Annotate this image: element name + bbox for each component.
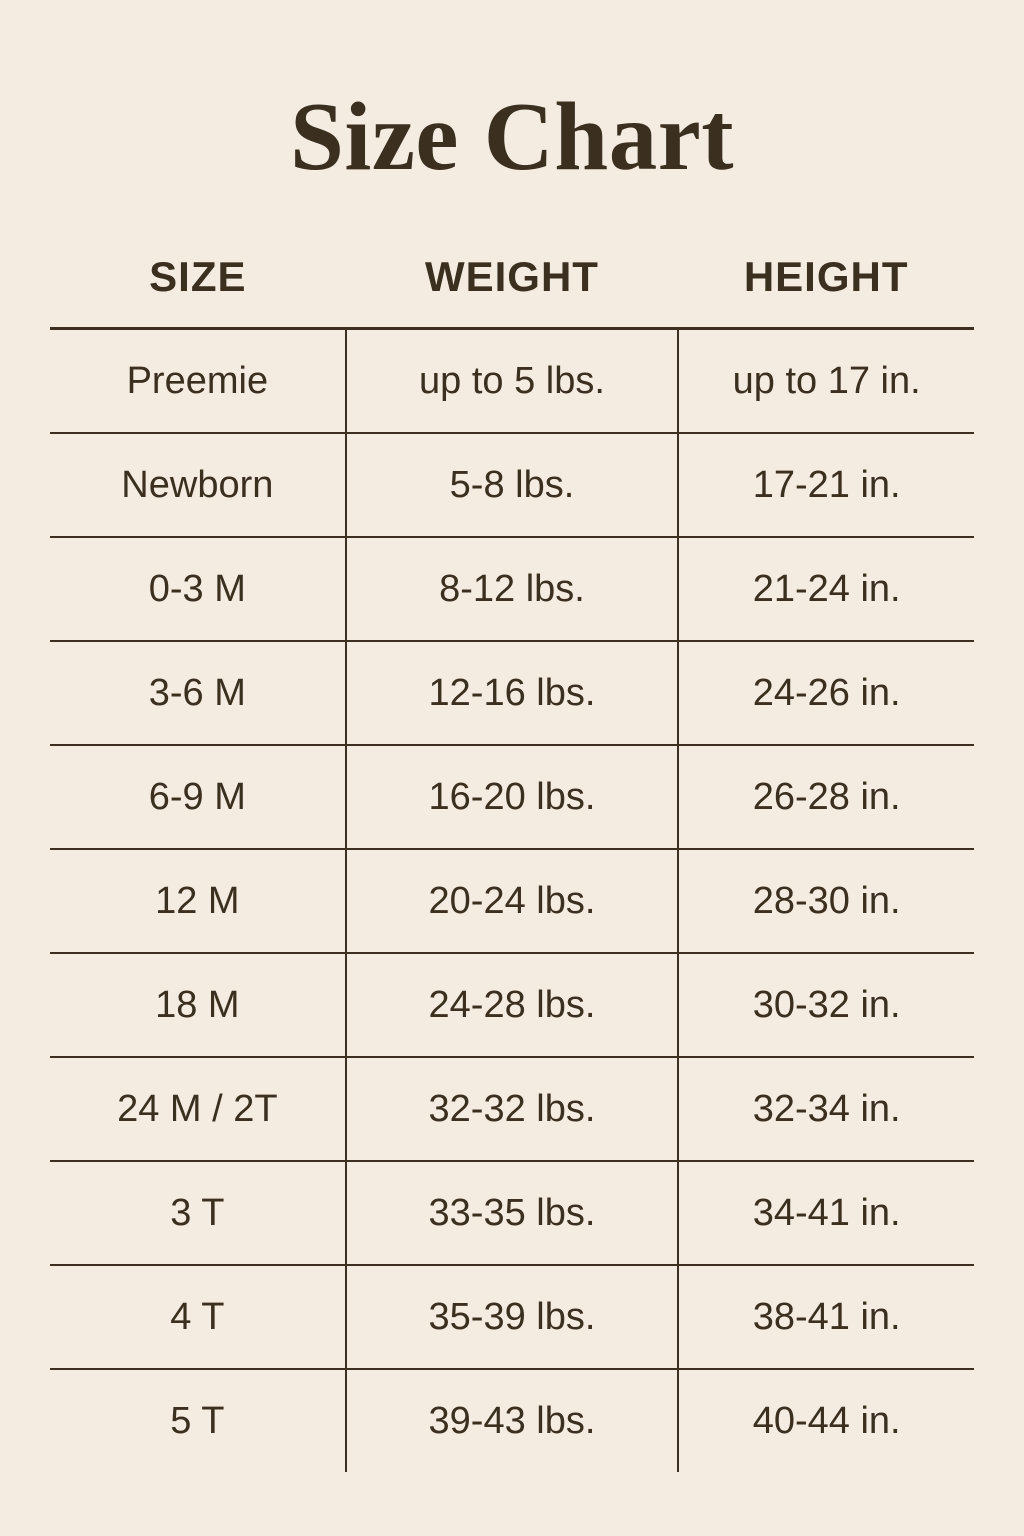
table-body — [50, 329, 974, 1473]
cell-size: Newborn — [50, 433, 346, 537]
table-row — [50, 1369, 974, 1472]
cell-height: 24-26 in. — [678, 641, 974, 745]
table-row — [50, 433, 974, 537]
cell-weight: 16-20 lbs. — [346, 745, 679, 849]
cell-height: 32-34 in. — [678, 1057, 974, 1161]
table-row — [50, 329, 974, 434]
column-header-height: HEIGHT — [678, 253, 974, 329]
cell-weight: 32-32 lbs. — [346, 1057, 679, 1161]
cell-weight: 8-12 lbs. — [346, 537, 679, 641]
cell-height: 28-30 in. — [678, 849, 974, 953]
table-header-row — [50, 253, 974, 329]
cell-height: 17-21 in. — [678, 433, 974, 537]
table-row — [50, 641, 974, 745]
cell-height: 40-44 in. — [678, 1369, 974, 1472]
cell-height: 34-41 in. — [678, 1161, 974, 1265]
cell-size: 18 M — [50, 953, 346, 1057]
table-header — [50, 253, 974, 329]
cell-height: 26-28 in. — [678, 745, 974, 849]
table-row — [50, 953, 974, 1057]
table-row — [50, 537, 974, 641]
cell-size: 24 M / 2T — [50, 1057, 346, 1161]
table-row — [50, 1265, 974, 1369]
table-row — [50, 849, 974, 953]
cell-size: 0-3 M — [50, 537, 346, 641]
table-row — [50, 1057, 974, 1161]
cell-size: 3 T — [50, 1161, 346, 1265]
size-chart-table-container — [50, 185, 974, 1472]
size-chart-table — [50, 253, 974, 1472]
cell-weight: 20-24 lbs. — [346, 849, 679, 953]
cell-height: 21-24 in. — [678, 537, 974, 641]
cell-size: 5 T — [170, 1399, 225, 1442]
cell-weight: 24-28 lbs. — [346, 953, 679, 1057]
cell-size: Preemie — [50, 329, 346, 434]
cell-height: 30-32 in. — [678, 953, 974, 1057]
table-row — [50, 745, 974, 849]
cell-size: 12 M — [50, 849, 346, 953]
cell-height: up to 17 in. — [678, 329, 974, 434]
cell-weight: 12-16 lbs. — [346, 641, 679, 745]
column-header-size: SIZE — [50, 253, 346, 329]
cell-size: 3-6 M — [50, 641, 346, 745]
cell-weight: 5-8 lbs. — [346, 433, 679, 537]
cell-weight: up to 5 lbs. — [346, 329, 679, 434]
cell-weight: 35-39 lbs. — [346, 1265, 679, 1369]
cell-size: 6-9 M — [50, 745, 346, 849]
column-header-weight: WEIGHT — [346, 253, 679, 329]
cell-size: 4 T — [50, 1265, 346, 1369]
table-row — [50, 1161, 974, 1265]
cell-height: 38-41 in. — [678, 1265, 974, 1369]
cell-weight: 33-35 lbs. — [346, 1161, 679, 1265]
page-title: Size Chart — [289, 83, 735, 190]
cell-weight: 39-43 lbs. — [346, 1369, 679, 1472]
